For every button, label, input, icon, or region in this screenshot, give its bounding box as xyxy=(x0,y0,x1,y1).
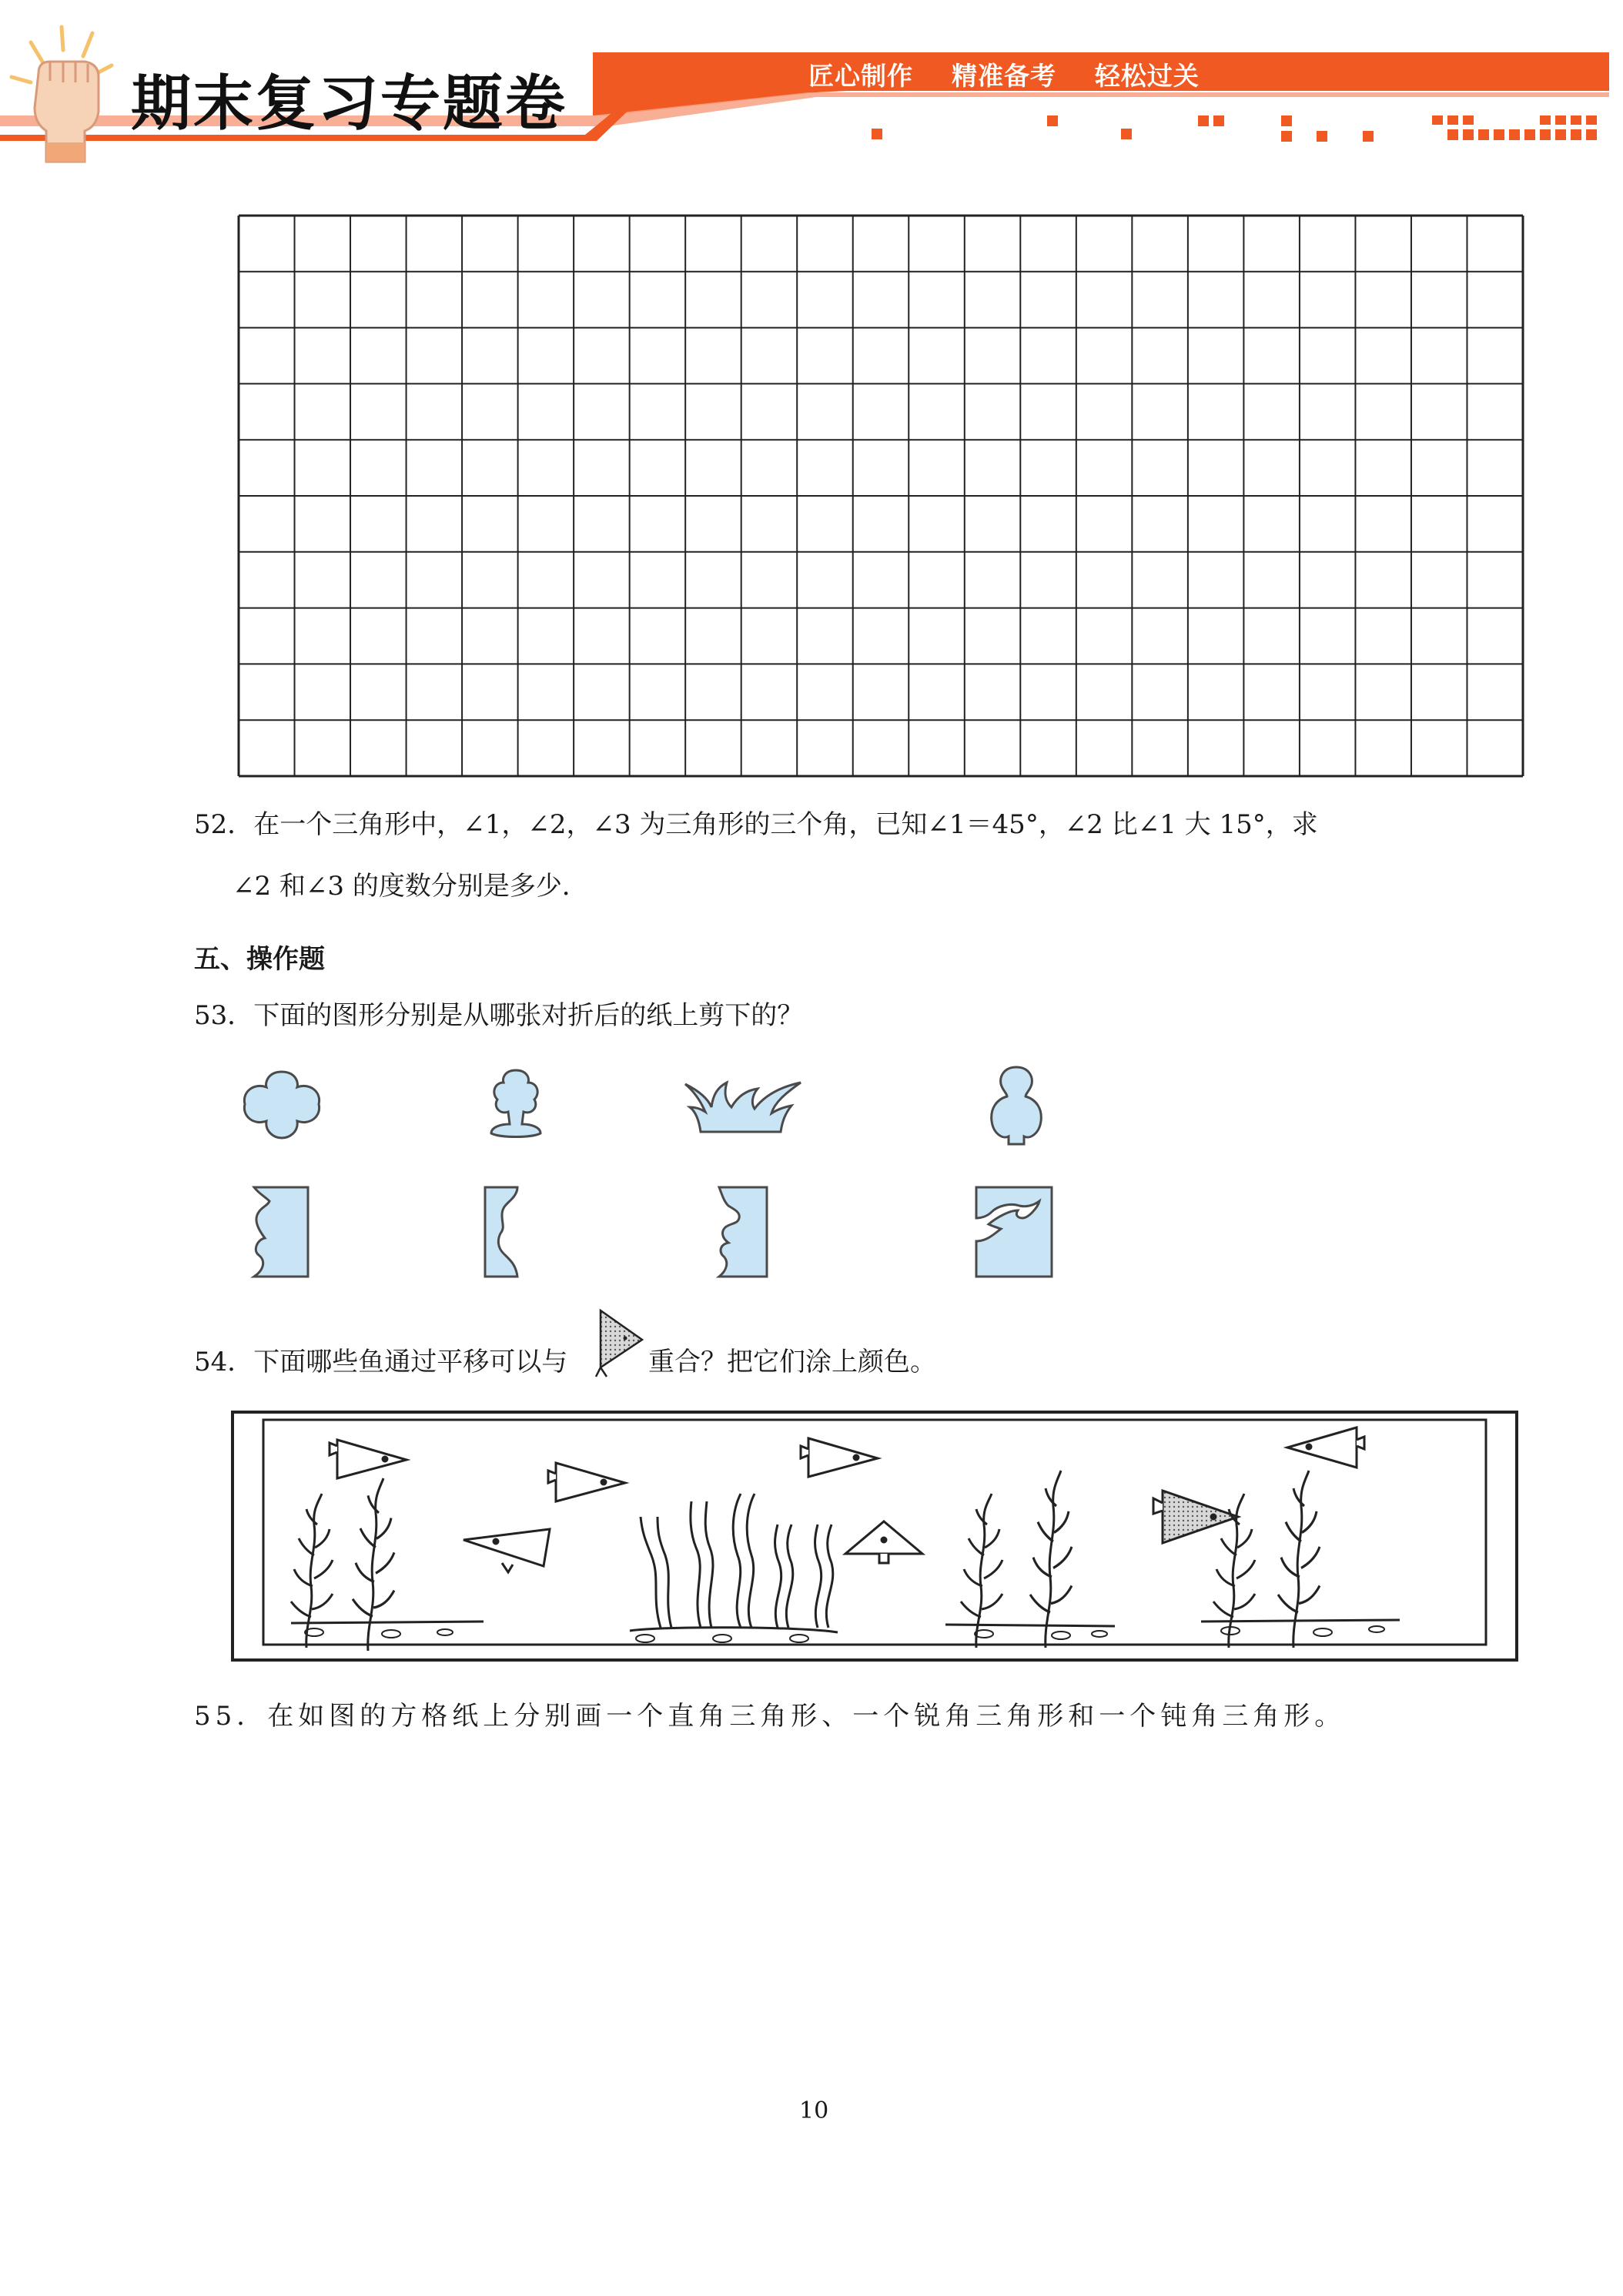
cloud-shape xyxy=(236,1066,328,1143)
question-54-after: 重合？把它们涂上颜色。 xyxy=(648,1347,936,1377)
question-52-line-2: ∠2 和∠3 的度数分别是多少． xyxy=(233,871,588,902)
question-53: 53．下面的图形分别是从哪张对折后的纸上剪下的？ xyxy=(194,1000,804,1031)
gourd-shape xyxy=(986,1063,1047,1147)
question-52-line-1: 52．在一个三角形中，∠1，∠2，∠3 为三角形的三个角，已知∠1＝45°，∠2 比∠1 大 15°，求 xyxy=(194,809,1318,840)
question-55: 55．在如图的方格纸上分别画一个直角三角形、一个锐角三角形和一个钝角三角形。 xyxy=(194,1701,1346,1732)
fist-icon xyxy=(8,19,123,166)
question-54-before: 54．下面哪些鱼通过平移可以与 xyxy=(194,1347,568,1377)
section-title-operation: 五、操作题 xyxy=(194,944,325,975)
reference-fish-icon xyxy=(594,1306,648,1380)
folded-paper-d xyxy=(972,1184,1056,1280)
folded-paper-a xyxy=(246,1184,316,1280)
grid-paper xyxy=(237,214,1524,778)
tree-shape xyxy=(477,1066,554,1143)
page-number: 10 xyxy=(799,2097,829,2124)
folded-paper-b xyxy=(482,1184,544,1280)
folded-paper-c xyxy=(711,1184,773,1280)
grass-shape xyxy=(678,1076,808,1138)
header-slogan: 匠心制作 精准备考 轻松过关 xyxy=(808,61,1200,91)
aquarium-figure xyxy=(229,1409,1520,1663)
header-title: 期末复习专题卷 xyxy=(131,69,568,139)
